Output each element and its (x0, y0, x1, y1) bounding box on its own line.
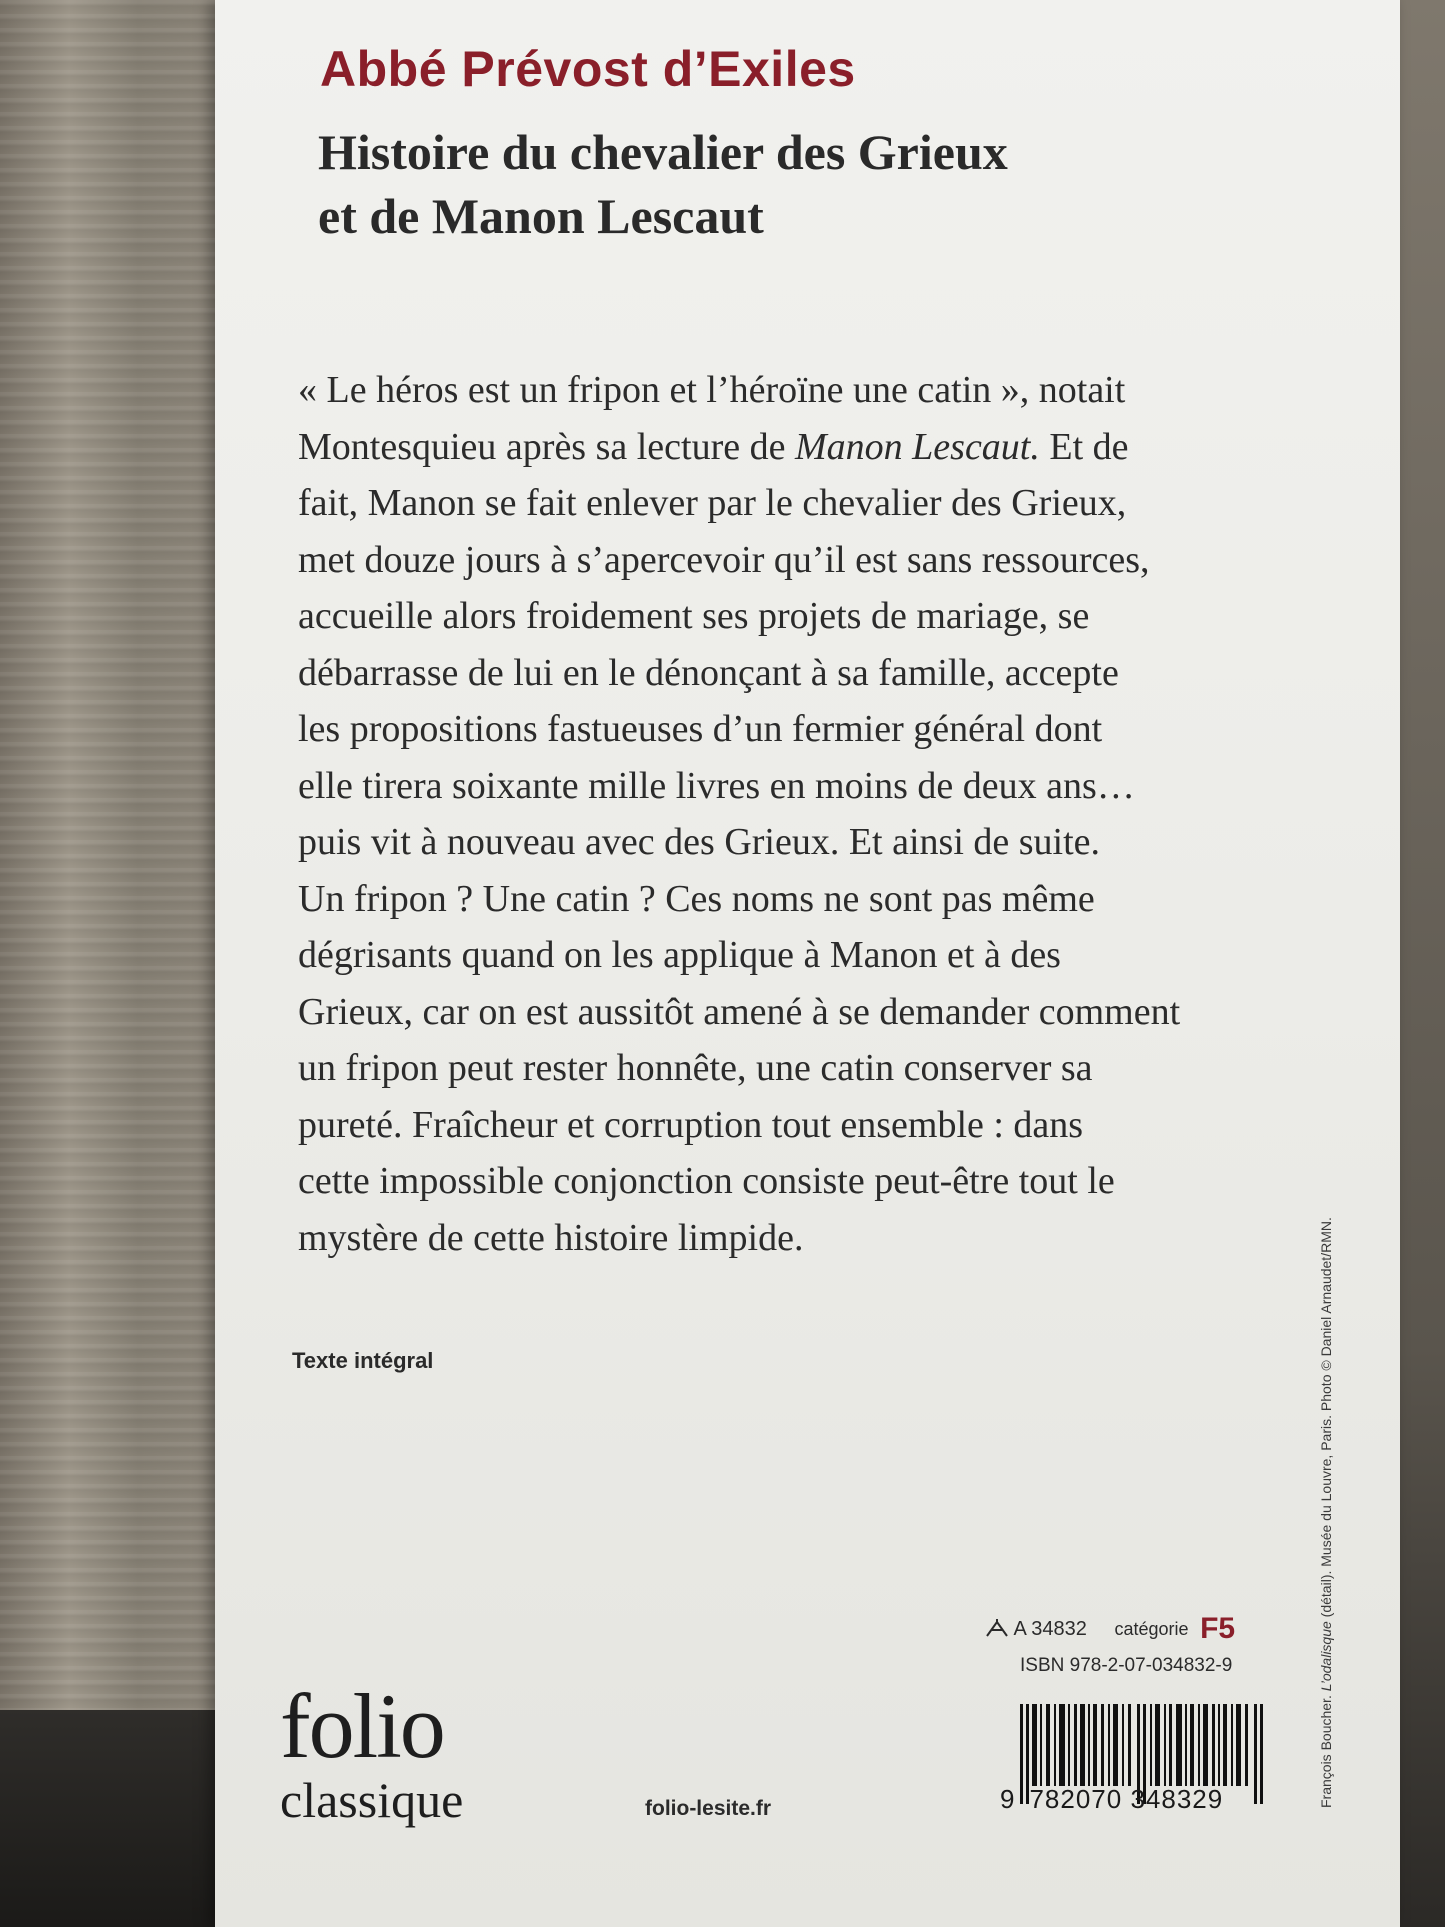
folio-mark-icon (985, 1618, 1009, 1638)
book-title (318, 120, 1218, 248)
category-label: catégorie (1114, 1619, 1189, 1639)
website-url: folio-lesite.fr (645, 1797, 772, 1820)
blurb-line: Un fripon ? Une catin ? Ces noms ne sont pas même (298, 877, 1095, 920)
blurb-text (298, 362, 1278, 1266)
author-name: Abbé Prévost d’Exiles (320, 41, 856, 97)
title-line-2: et de Manon Lescaut (318, 188, 764, 244)
blurb-line: puis vit à nouveau avec des Grieux. Et ainsi de suite. (298, 821, 1101, 863)
dark-floor (0, 1710, 230, 1927)
blurb-line: un fripon peut rester honnête, une catin conserver sa (298, 1047, 1093, 1089)
blurb-line: fait, Manon se fait enlever par le chevalier des Grieux, (298, 482, 1127, 524)
blurb-line: dégrisants quand on les applique à Manon et à des (298, 934, 1061, 976)
catalog-code (985, 1612, 1235, 1646)
blurb-line: « Le héros est un fripon et l’héroïne une catin », notait (298, 369, 1126, 411)
blurb-fragment: Et de (1039, 425, 1129, 468)
texte-integral-label: Texte intégral (292, 1348, 434, 1373)
classique-logo: classique (280, 1772, 464, 1828)
credit-artwork: L’odalisque (1318, 1621, 1334, 1692)
barcode-number: 782070 348329 (1029, 1784, 1224, 1814)
credit-fragment: (détail). Musée du Louvre, Paris. Photo © Daniel Arnaudet/RMN. (1318, 1217, 1334, 1622)
right-background (1395, 0, 1445, 1927)
blurb-line: les propositions fastueuses d’un fermier général dont (298, 708, 1103, 750)
blurb-fragment: Montesquieu après sa lecture de (298, 425, 795, 468)
blurb-line: elle tirera soixante mille livres en moins de deux ans… (298, 764, 1135, 807)
photo-credit (1318, 1028, 1334, 1808)
blurb-line: cette impossible conjonction consiste peut-être tout le (298, 1160, 1115, 1202)
wood-background (0, 0, 230, 1927)
blurb-line: met douze jours à s’apercevoir qu’il est sans ressources, (298, 538, 1150, 581)
blurb-line: mystère de cette histoire limpide. (298, 1216, 804, 1259)
blurb-italic-title: Manon Lescaut. (795, 425, 1040, 468)
blurb-line: débarrasse de lui en le dénonçant à sa famille, accepte (298, 651, 1119, 694)
title-line-1: Histoire du chevalier des Grieux (318, 124, 1008, 180)
barcode-lead-digit: 9 (1000, 1784, 1016, 1814)
folio-logo: folio (280, 1675, 444, 1777)
category-value: F5 (1200, 1612, 1236, 1645)
credit-fragment: François Boucher. (1318, 1691, 1334, 1808)
blurb-line (298, 419, 1278, 476)
catalog-number: A 34832 (1013, 1618, 1087, 1640)
blurb-line: Grieux, car on est aussitôt amené à se demander comment (298, 990, 1181, 1033)
blurb-line: accueille alors froidement ses projets de mariage, se (298, 595, 1090, 637)
blurb-line: pureté. Fraîcheur et corruption tout ensemble : dans (298, 1103, 1084, 1146)
barcode-digits (1000, 1784, 1223, 1815)
isbn-number: ISBN 978-2-07-034832-9 (1020, 1655, 1233, 1676)
